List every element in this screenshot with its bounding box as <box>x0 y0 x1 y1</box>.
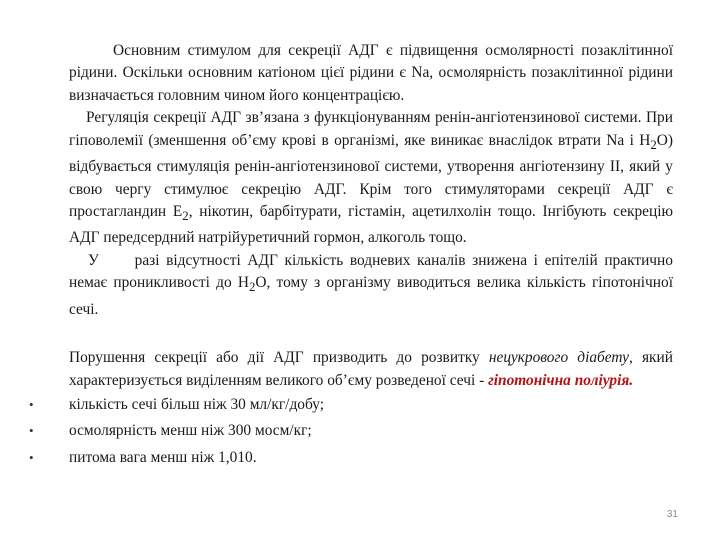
subscript-e2: 2 <box>182 209 189 223</box>
absence-lead: У <box>88 251 99 269</box>
regulation-text-1: Регуляція секреції АДГ зв’язана з функціонуванням ренін-ангіотензинової системи. При гіповолемії (зменшення об’єму крові в організмі, яке виникає внаслідок втрати Na і H <box>69 109 673 149</box>
list-item-text: питома вага менш ніж 1,010. <box>69 448 257 466</box>
criteria-list <box>29 392 673 472</box>
diabetes-insipidus-term: нецукрового діабету <box>488 349 629 367</box>
spacer <box>69 321 673 347</box>
absence-text-1: разі відсутності АДГ кількість водневих каналів знижена і епітелій практично немає проникливості до H <box>69 251 673 292</box>
regulation-text-3: , нікотин, барбітурати, гістамін, ацетилхолін тощо. Інгібують секрецію АДГ передсердний натрійуретичний гормон, алкоголь тощо. <box>69 202 673 247</box>
bullet-icon: • <box>29 396 34 412</box>
hypotonic-polyuria-term: гіпотонічна поліурія. <box>488 371 634 389</box>
disorder-text-1: Порушення секреції або дії АДГ призводить до розвитку <box>69 349 489 367</box>
page-number: 31 <box>666 509 678 520</box>
paragraph-regulation <box>69 107 673 250</box>
list-item <box>29 392 673 419</box>
paragraph-osmolarity: Основним стимулом для секреції АДГ є підвищення осмолярності позаклітинної рідини. Оскільки основним катіоном цієї рідини є Na, осмолярність позаклітинної рідини визначається головним чином його концентрацією. <box>69 42 673 104</box>
list-item <box>29 445 673 472</box>
paragraph-absence <box>69 250 673 321</box>
list-item-text: осмолярність менш ніж 300 мосм/кг; <box>69 422 312 440</box>
bullet-icon: • <box>29 449 34 465</box>
disorder-text-2: , який характеризується виділенням великого об’єму розведеної сечі - <box>69 349 673 389</box>
regulation-text-2: O) відбувається стимуляція ренін-ангіотензинової системи, утворення ангіотензину II, який у свою чергу стимулює секрецію АДГ. Крім того стимуляторами секреції АДГ є простагландин E <box>69 131 673 220</box>
subscript-h2o-2: 2 <box>248 280 256 295</box>
list-item-text: кількість сечі більш ніж 30 мл/кг/добу; <box>69 395 324 413</box>
bullet-icon: • <box>29 423 34 439</box>
list-item <box>29 418 673 445</box>
document-body <box>29 40 673 471</box>
paragraph-disorder <box>69 347 673 392</box>
absence-text-2: O, тому з організму виводиться велика кількість гіпотонічної сечі. <box>69 274 673 318</box>
subscript-h2o: 2 <box>650 137 657 152</box>
